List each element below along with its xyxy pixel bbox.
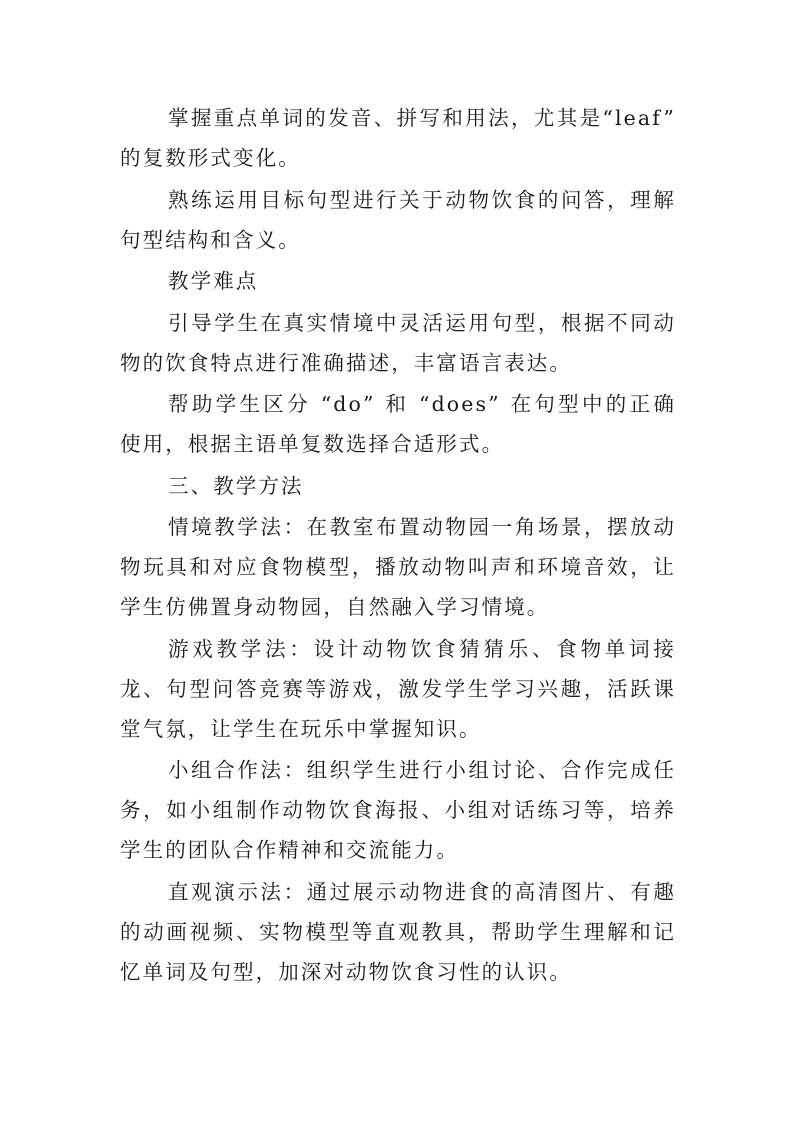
- paragraph-method-demonstration: 直观演示法：通过展示动物进食的高清图片、有趣的动画视频、实物模型等直观教具，帮助学生理解和记忆单词及句型，加深对动物饮食习性的认识。: [120, 879, 676, 984]
- paragraph-method-game: 游戏教学法：设计动物饮食猜猜乐、食物单词接龙、句型问答竞赛等游戏，激发学生学习兴趣，活跃课堂气氛，让学生在玩乐中掌握知识。: [120, 636, 676, 741]
- paragraph-difficulty-context: 引导学生在真实情境中灵活运用句型，根据不同动物的饮食特点进行准确描述，丰富语言表达。: [120, 310, 676, 375]
- heading-teaching-methods: 三、教学方法: [168, 473, 304, 498]
- paragraph-method-situational: 情境教学法：在教室布置动物园一角场景，摆放动物玩具和对应食物模型，播放动物叫声和环境音效，让学生仿佛置身动物园，自然融入学习情境。: [120, 515, 676, 619]
- paragraph-key-sentences: 熟练运用目标句型进行关于动物饮食的问答，理解句型结构和含义。: [120, 187, 676, 252]
- document-body: [120, 98, 676, 993]
- paragraph-method-group: 小组合作法：组织学生进行小组讨论、合作完成任务，如小组制作动物饮食海报、小组对话练习等，培养学生的团队合作精神和交流能力。: [120, 758, 676, 862]
- heading-teaching-difficulties: 教学难点: [168, 269, 259, 293]
- paragraph-key-words: 掌握重点单词的发音、拼写和用法，尤其是“leaf” 的复数形式变化。: [120, 106, 676, 170]
- paragraph-difficulty-do-does: 帮助学生区分 “do” 和 “does” 在句型中的正确使用，根据主语单复数选择合适形式。: [120, 392, 676, 456]
